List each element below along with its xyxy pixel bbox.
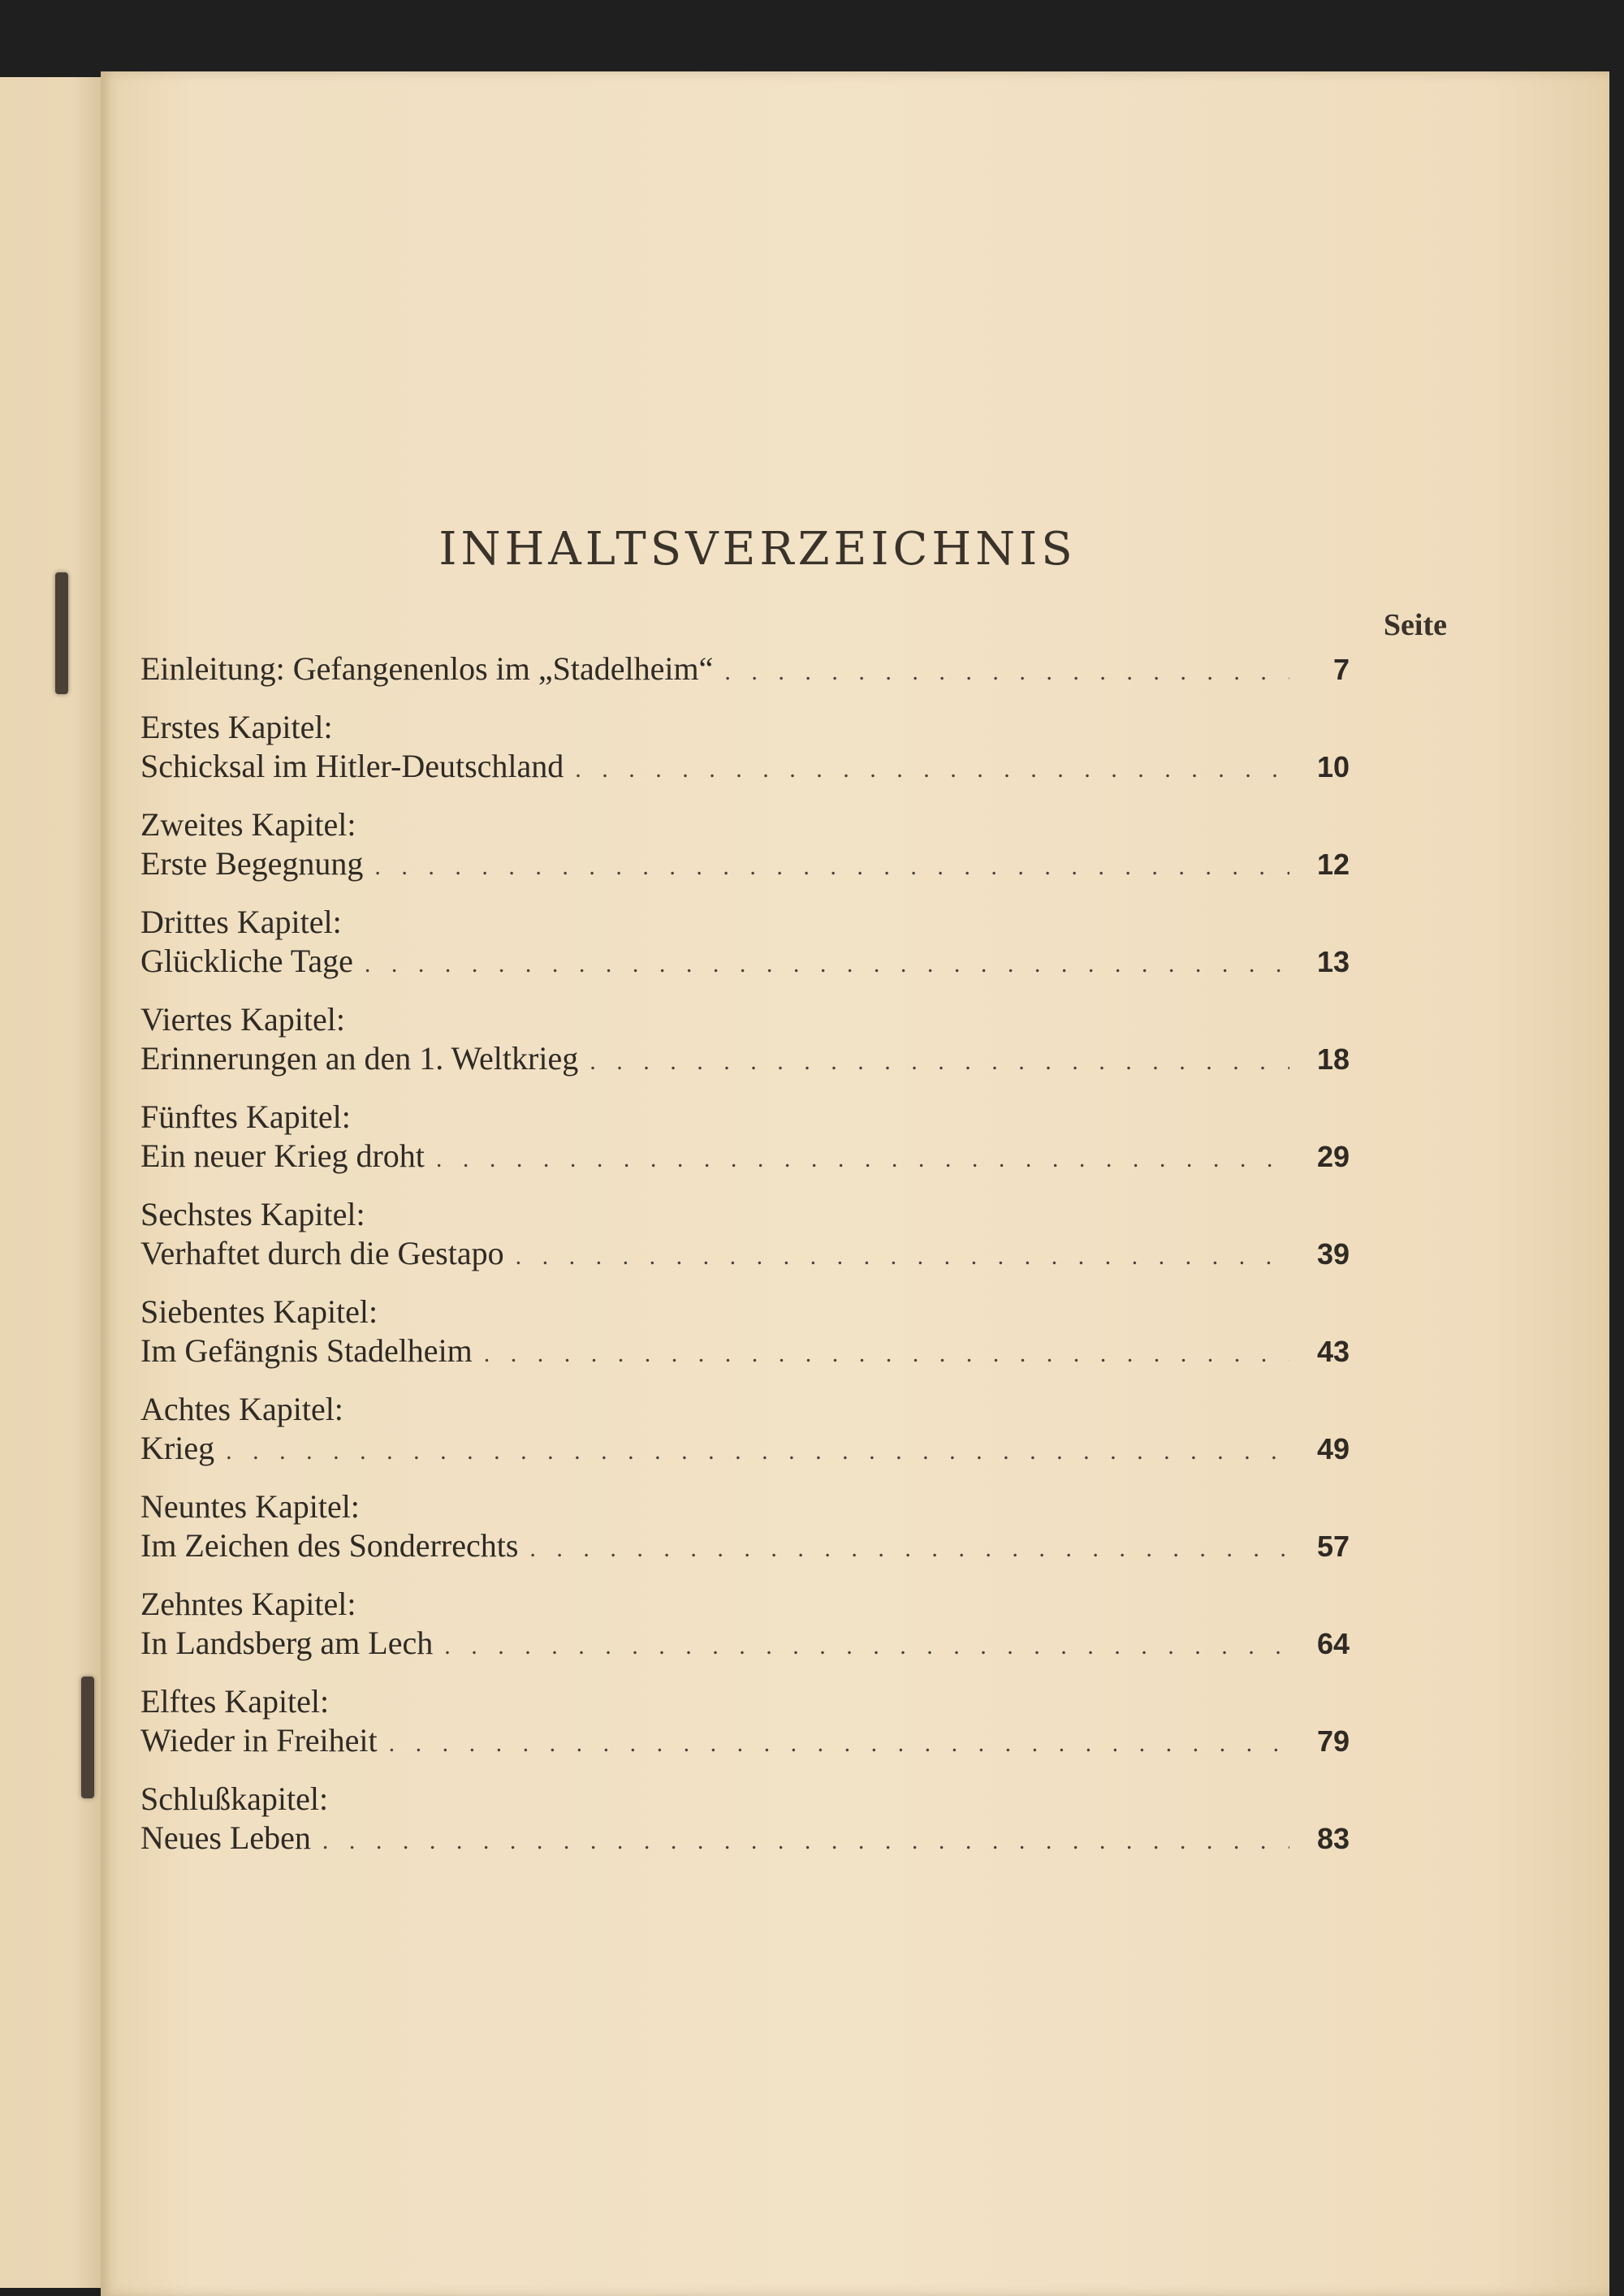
dot-leader: [374, 848, 1289, 887]
dot-leader: [516, 1237, 1289, 1276]
toc-entry-title: In Landsberg am Lech: [140, 1625, 434, 1661]
toc-chapter-label: Neuntes Kapitel:: [140, 1488, 360, 1525]
toc-entry-title: Glückliche Tage: [140, 943, 353, 979]
binding-staple-top: [55, 572, 68, 694]
toc-list: [140, 650, 1350, 1877]
toc-page-number: 29: [1316, 1140, 1350, 1173]
toc-entry-title: Krieg: [140, 1430, 215, 1466]
toc-entry-line: [140, 1819, 1350, 1861]
toc-chapter-label: Elftes Kapitel:: [140, 1683, 330, 1720]
toc-entry-line: [140, 1429, 1350, 1471]
dot-leader: [444, 1627, 1289, 1666]
toc-entry: [140, 1682, 1350, 1763]
toc-entry-title: Erinnerungen an den 1. Weltkrieg: [140, 1040, 579, 1077]
toc-chapter-label: Drittes Kapitel:: [140, 904, 342, 940]
toc-chapter-label: Schlußkapitel:: [140, 1780, 329, 1817]
toc-entry-title: Ein neuer Krieg droht: [140, 1137, 425, 1174]
toc-entry-line: [140, 1721, 1350, 1763]
toc-entry-title: Wieder in Freiheit: [140, 1722, 378, 1759]
toc-chapter-label: Fünftes Kapitel:: [140, 1098, 351, 1135]
dot-leader: [365, 945, 1289, 984]
toc-chapter-label: Zweites Kapitel:: [140, 806, 356, 843]
toc-entry-line: [140, 650, 1350, 692]
toc-entry: [140, 1195, 1350, 1276]
dot-leader: [484, 1335, 1289, 1374]
dot-leader: [575, 750, 1289, 789]
toc-entry: [140, 903, 1350, 984]
toc-page-number: 49: [1316, 1432, 1350, 1465]
toc-entry-title: Verhaftet durch die Gestapo: [140, 1235, 504, 1271]
toc-entry: [140, 1000, 1350, 1081]
dot-leader: [724, 653, 1289, 692]
toc-entry: [140, 1390, 1350, 1471]
toc-entry: [140, 650, 1350, 692]
dot-leader: [590, 1042, 1289, 1081]
binding-staple-bottom: [81, 1677, 94, 1798]
toc-entry-line: [140, 1234, 1350, 1276]
left-page-edge: [0, 77, 104, 2288]
toc-entry-title: Im Gefängnis Stadelheim: [140, 1332, 473, 1369]
toc-entry: [140, 708, 1350, 789]
dot-leader: [226, 1432, 1289, 1471]
toc-entry-title: Neues Leben: [140, 1819, 311, 1856]
toc-entry-title: Schicksal im Hitler-Deutschland: [140, 748, 564, 784]
toc-entry-line: [140, 844, 1350, 887]
toc-entry-line: [140, 1331, 1350, 1374]
page-title: INHALTSVERZEICHNIS: [438, 523, 1077, 576]
toc-page-number: 12: [1316, 848, 1350, 881]
toc-entry-title: Einleitung: Gefangenenlos im „Stadelheim“: [140, 650, 714, 687]
toc-entry-line: [140, 1526, 1350, 1569]
toc-chapter-label: Achtes Kapitel:: [140, 1391, 343, 1427]
toc-entry: [140, 1293, 1350, 1374]
toc-page-number: 57: [1316, 1530, 1350, 1563]
toc-page-number: 7: [1332, 653, 1350, 686]
toc-chapter-label: Erstes Kapitel:: [140, 709, 333, 745]
toc-entry: [140, 1585, 1350, 1666]
toc-entry: [140, 1780, 1350, 1861]
dot-leader: [436, 1140, 1289, 1179]
toc-entry-title: Erste Begegnung: [140, 845, 364, 882]
dot-leader: [389, 1724, 1289, 1763]
toc-chapter-label: Zehntes Kapitel:: [140, 1586, 356, 1622]
toc-entry: [140, 1098, 1350, 1179]
dot-leader: [322, 1822, 1289, 1861]
toc-page-number: 64: [1316, 1627, 1350, 1660]
toc-entry-line: [140, 747, 1350, 789]
toc-page-number: 43: [1316, 1335, 1350, 1368]
toc-page-number: 79: [1316, 1724, 1350, 1758]
toc-page-number: 18: [1316, 1042, 1350, 1076]
toc-chapter-label: Viertes Kapitel:: [140, 1001, 345, 1038]
toc-entry-line: [140, 942, 1350, 984]
dot-leader: [529, 1530, 1289, 1569]
toc-page-number: 10: [1316, 750, 1350, 783]
toc-entry-title: Im Zeichen des Sonderrechts: [140, 1527, 519, 1564]
toc-chapter-label: Sechstes Kapitel:: [140, 1196, 365, 1232]
toc-entry-line: [140, 1624, 1350, 1666]
toc-entry-line: [140, 1039, 1350, 1081]
toc-entry-line: [140, 1137, 1350, 1179]
toc-entry: [140, 1487, 1350, 1569]
toc-page-number: 39: [1316, 1237, 1350, 1271]
toc-chapter-label: Siebentes Kapitel:: [140, 1293, 378, 1330]
toc-page-number: 13: [1316, 945, 1350, 978]
toc-entry: [140, 805, 1350, 887]
page-column-header: Seite: [1383, 608, 1447, 642]
toc-page-number: 83: [1316, 1822, 1350, 1855]
